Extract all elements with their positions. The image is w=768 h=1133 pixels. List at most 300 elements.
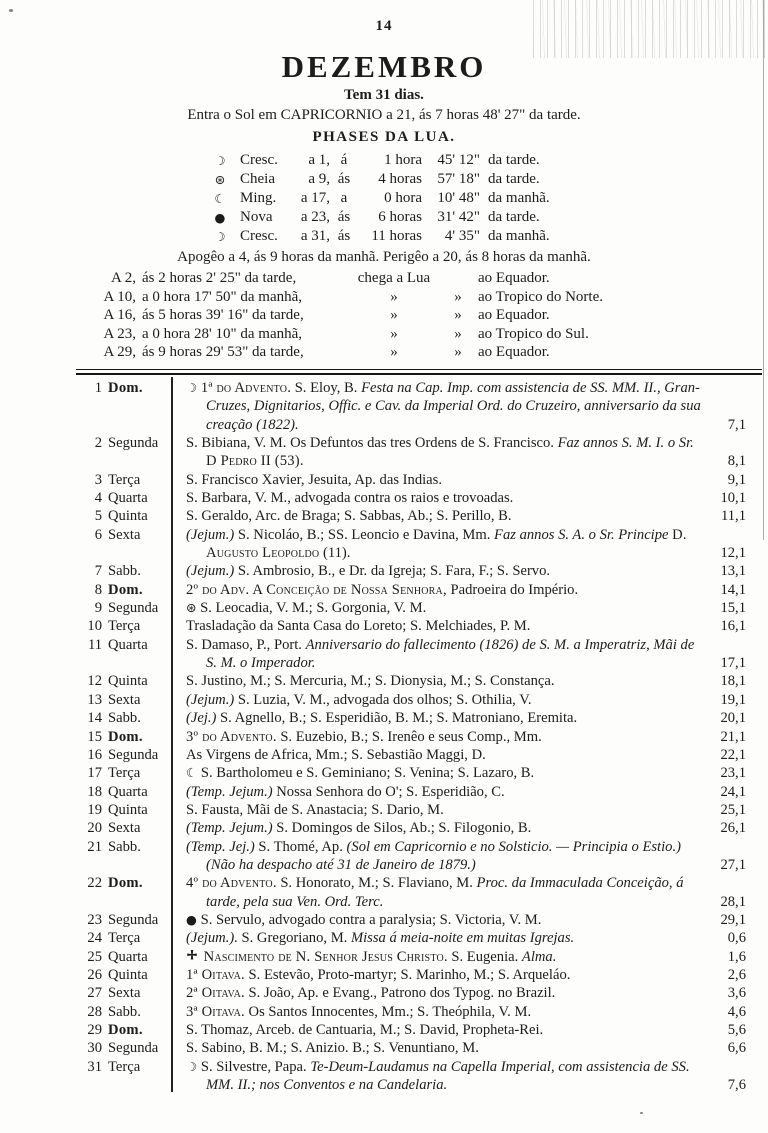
day-number: 14	[87, 710, 102, 727]
phase-min-sec: 4' 35"	[444, 228, 480, 244]
calendar-row	[78, 783, 746, 801]
entry-segment-italic: (Jejum.).	[186, 930, 238, 947]
phase-min-sec: 57' 18"	[437, 171, 480, 187]
cross-icon	[186, 950, 198, 962]
weekday-label: Sabb.	[108, 563, 141, 580]
entry-segment-roman: S. Domingos de Silos, Ab.; S. Filogonio, B.	[272, 820, 532, 837]
calendar-row	[78, 489, 746, 507]
phase-name: Cresc.	[240, 152, 278, 168]
weekday-label: Dom.	[108, 581, 143, 598]
entry-segment-italic: Faz annos S. M. I. o Sr.	[557, 435, 694, 451]
phase-hours: 4 horas	[378, 171, 422, 187]
equator-day: A 23,	[103, 325, 136, 342]
moon-age-number: 24,1	[720, 783, 746, 800]
weekday-label: Quarta	[108, 636, 148, 653]
calendar-row	[78, 764, 746, 782]
days-count-line: Tem 31 dias.	[344, 87, 424, 103]
moon-phases-title: PHASES DA LUA.	[312, 129, 456, 145]
entry-segment-roman: S. Thomaz, Arceb. de Cantuaria, M.; S. David, Propheta-Rei.	[186, 1022, 544, 1038]
calendar-row	[78, 929, 746, 947]
moon-age-number: 15,1	[720, 600, 746, 617]
phase-name: Ming.	[240, 190, 277, 206]
calendar-row	[78, 507, 746, 525]
weekday-label: Sexta	[108, 820, 141, 837]
entry-text	[186, 911, 701, 929]
entry-text	[186, 929, 701, 947]
entry-segment-roman: S. Francisco Xavier, Jesuita, Ap. das Indias.	[186, 471, 442, 488]
entry-cell	[171, 1058, 701, 1095]
day-number: 11	[87, 636, 102, 653]
entry-segment-italic: Te-Deum-Laudamus na Capella Imperial, com assistencia de SS. MM. II.; nos Conventos e na Candelaria.	[206, 1058, 690, 1094]
entry-cell	[171, 562, 701, 580]
entry-segment-roman: (11).	[319, 545, 351, 562]
calendar-row	[78, 819, 746, 837]
phase-day: a 23,	[300, 209, 330, 225]
phase-day: a 1,	[308, 152, 330, 168]
moon-age-number: 20,1	[720, 710, 746, 727]
entry-text	[186, 838, 701, 875]
weekday-label: Dom.	[108, 875, 143, 892]
waxing-moon-icon: ☽	[214, 229, 226, 244]
moon-age-number: 27,1	[720, 856, 746, 873]
phase-preposition: á	[340, 152, 348, 168]
equator-destination: ao Equador.	[478, 270, 550, 286]
entry-segment-italic: Anniversario do fallecimento (1826) de S. M. a Imperatriz, Mãi de S. M. o Imperador.	[206, 636, 695, 672]
entry-cell	[171, 1039, 701, 1057]
day-number: 26	[87, 966, 102, 983]
weekday-label: Sabb.	[108, 710, 141, 727]
day-number: 21	[87, 838, 102, 855]
entry-cell	[171, 581, 701, 599]
phase-name: Nova	[240, 209, 273, 225]
full-moon-icon: ⊛	[186, 600, 197, 616]
equator-time: a 0 hora 17' 50" da manhã,	[142, 288, 303, 305]
weekday-label: Quinta	[108, 801, 148, 818]
calendar-row	[78, 709, 746, 727]
entry-segment-italic: Faz annos S. A. o Sr. Principe	[494, 526, 673, 543]
entry-segment-roman: S. Honorato, M.; S. Flaviano, M.	[276, 875, 477, 892]
waning-moon-icon: ☾	[214, 191, 226, 206]
entry-text	[186, 599, 701, 617]
entry-segment-roman: S. Damaso, P., Port.	[186, 636, 306, 653]
equator-ditto: »	[390, 344, 398, 361]
weekday-label: Segunda	[108, 911, 159, 928]
entry-text	[186, 617, 701, 635]
phase-period: da tarde.	[488, 209, 540, 225]
moon-age-number: 3,6	[727, 985, 746, 1002]
calendar-row	[78, 471, 746, 489]
entry-cell	[171, 636, 701, 673]
day-number: 31	[87, 1058, 102, 1075]
entry-segment-roman: S. Agnello, B.; S. Esperidião, B. M.; S. Matroniano, Eremita.	[216, 710, 578, 727]
entry-segment-roman: S. Silvestre, Papa.	[200, 1058, 311, 1075]
entry-text	[186, 764, 701, 782]
weekday-label: Quarta	[108, 783, 148, 800]
moon-age-number: 1,6	[727, 948, 746, 965]
entry-segment-italic: (Jej.)	[186, 710, 217, 727]
calendar-row	[78, 636, 746, 673]
moon-age-number: 11,1	[721, 508, 746, 525]
day-number: 15	[87, 728, 102, 745]
calendar-row	[78, 948, 746, 966]
calendar-row	[78, 526, 746, 563]
entry-cell	[171, 1021, 701, 1039]
moon-age-number: 25,1	[720, 801, 746, 818]
entry-text	[186, 1039, 701, 1057]
day-number: 30	[87, 1040, 102, 1057]
calendar-row	[78, 838, 746, 875]
phase-period: da manhã.	[488, 228, 550, 244]
moon-age-number: 7,6	[727, 1077, 746, 1094]
calendar-row	[78, 1003, 746, 1021]
entry-cell	[171, 691, 701, 709]
entry-text	[186, 966, 701, 984]
entry-segment-roman: Os Santos Innocentes, Mm.; S. Theóphila, V. M.	[244, 1003, 532, 1020]
waxing-moon-icon: ☽	[186, 1058, 198, 1074]
phase-hours: 0 hora	[384, 190, 422, 206]
weekday-label: Quarta	[108, 948, 148, 965]
equator-crossings-table	[92, 269, 768, 362]
day-number: 28	[87, 1003, 102, 1020]
moon-age-number: 16,1	[720, 618, 746, 635]
entry-text	[186, 507, 701, 525]
weekday-label: Sexta	[108, 691, 141, 708]
full-moon-icon: ⊛	[214, 172, 226, 187]
equator-time: ás 9 horas 29' 53" da tarde,	[142, 344, 304, 361]
equator-day: A 16,	[103, 307, 136, 324]
entry-text	[186, 1003, 701, 1021]
weekday-label: Quinta	[108, 966, 148, 983]
entry-cell	[171, 526, 701, 563]
weekday-label: Segunda	[108, 746, 159, 763]
entry-text	[186, 801, 701, 819]
entry-segment-italic: (Jejum.)	[186, 526, 235, 543]
moon-age-number: 22,1	[720, 746, 746, 763]
day-number: 20	[87, 820, 102, 837]
equator-ditto: »	[390, 288, 398, 305]
calendar-row	[78, 911, 746, 929]
equator-ditto: »	[454, 325, 462, 342]
weekday-label: Terça	[108, 471, 141, 488]
moon-age-number: 12,1	[720, 545, 746, 562]
moon-age-number: 23,1	[720, 765, 746, 782]
entry-text	[186, 874, 701, 911]
calendar-row	[78, 581, 746, 599]
entry-segment-smallcaps: 2º do Adv. A Conceição de Nossa Senhora,	[186, 581, 447, 598]
entry-segment-roman: As Virgens de Africa, Mm.; S. Sebastião Maggi, D.	[186, 746, 486, 763]
moon-age-number: 28,1	[720, 893, 746, 910]
phase-day: a 31,	[300, 228, 330, 244]
day-number: 10	[87, 618, 102, 635]
day-number: 6	[94, 526, 102, 543]
entry-cell	[171, 507, 701, 525]
entry-segment-roman: Padroeira do Império.	[446, 581, 579, 598]
phase-period: da tarde.	[488, 171, 540, 187]
entry-segment-roman: S. Thomé, Ap.	[254, 838, 347, 855]
day-number: 4	[94, 490, 102, 507]
entry-segment-italic: (Temp. Jejum.)	[186, 783, 273, 800]
entry-text	[186, 984, 701, 1002]
weekday-label: Terça	[108, 1058, 141, 1075]
calendar-row	[78, 728, 746, 746]
equator-destination: ao Tropico do Norte.	[478, 288, 603, 305]
entry-text	[186, 819, 701, 837]
day-number: 27	[87, 985, 102, 1002]
entry-text	[186, 636, 701, 673]
entry-text	[186, 379, 701, 434]
entry-segment-italic: (Jejum.)	[186, 563, 235, 580]
entry-cell	[171, 929, 701, 947]
equator-ditto: »	[454, 307, 462, 324]
calendar-row	[78, 801, 746, 819]
page-number: 14	[375, 18, 393, 34]
weekday-label: Terça	[108, 930, 141, 947]
entry-segment-roman: S. Luzia, V. M., advogada dos olhos; S. Othilia, V.	[234, 691, 532, 708]
day-number: 8	[94, 581, 102, 598]
weekday-label: Quarta	[108, 490, 148, 507]
phase-day: a 17,	[300, 190, 330, 206]
day-number: 13	[87, 691, 102, 708]
entry-cell	[171, 1003, 701, 1021]
equator-ditto: »	[390, 307, 398, 324]
day-number: 22	[87, 875, 102, 892]
day-number: 7	[94, 563, 102, 580]
weekday-label: Segunda	[108, 1040, 159, 1057]
phase-min-sec: 45' 12"	[437, 152, 480, 168]
entry-cell	[171, 783, 701, 801]
entry-segment-roman: S. Barbara, V. M., advogada contra os raios e trovoadas.	[186, 490, 514, 507]
moon-age-number: 2,6	[727, 966, 746, 983]
entry-segment-roman: S. Estevão, Proto-martyr; S. Marinho, M.; S. Arqueláo.	[244, 966, 571, 983]
entry-cell	[171, 471, 701, 489]
entry-cell	[171, 966, 701, 984]
entry-cell	[171, 874, 701, 911]
equator-day: A 10,	[103, 288, 136, 305]
phase-preposition: ás	[337, 209, 351, 225]
entry-segment-smallcaps: 3º do Advento.	[186, 728, 277, 745]
entry-segment-smallcaps: 3ª Oitava.	[186, 1003, 245, 1020]
scan-speck	[9, 9, 13, 12]
phase-min-sec: 31' 42"	[437, 209, 480, 225]
moon-age-number: 26,1	[720, 820, 746, 837]
phase-period: da manhã.	[488, 190, 550, 206]
entry-segment-italic: Alma.	[521, 948, 557, 965]
phase-preposition: a	[340, 190, 348, 206]
calendar-row	[78, 984, 746, 1002]
column-divider	[171, 377, 173, 1092]
phase-min-sec: 10' 48"	[437, 190, 480, 206]
phase-hours: 11 horas	[371, 228, 422, 244]
entry-cell	[171, 728, 701, 746]
equator-destination: ao Equador.	[478, 344, 550, 361]
calendar-row	[78, 874, 746, 911]
new-moon-icon: ●	[186, 911, 197, 927]
entry-cell	[171, 801, 701, 819]
calendar-row	[78, 379, 746, 434]
entry-text	[186, 526, 701, 563]
entry-text	[186, 471, 701, 489]
weekday-label: Terça	[108, 765, 141, 782]
entry-segment-smallcaps: D Pedro II (53).	[206, 453, 304, 470]
entry-cell	[171, 948, 701, 966]
moon-age-number: 8,1	[727, 453, 746, 470]
entry-cell	[171, 984, 701, 1002]
entry-segment-roman: S. Geraldo, Arc. de Braga; S. Sabbas, Ab.; S. Perillo, B.	[186, 508, 512, 525]
day-number: 2	[94, 435, 102, 451]
entry-cell	[171, 911, 701, 929]
phase-name: Cheia	[240, 171, 275, 187]
moon-age-number: 10,1	[720, 490, 746, 507]
moon-age-number: 0,6	[727, 930, 746, 947]
weekday-label: Dom.	[108, 379, 143, 396]
day-number: 3	[94, 471, 102, 488]
weekday-label: Dom.	[108, 728, 143, 745]
entry-segment-italic: Missa á meia-noite em muitas Igrejas.	[350, 930, 575, 947]
entry-text	[186, 1021, 701, 1039]
waning-moon-icon: ☾	[186, 765, 198, 781]
entry-cell	[171, 599, 701, 617]
entry-cell	[171, 434, 701, 471]
weekday-label: Segunda	[108, 600, 159, 617]
weekday-label: Sabb.	[108, 838, 141, 855]
day-number: 17	[87, 765, 102, 782]
entry-segment-roman: Trasladação da Santa Casa do Loreto; S. Melchiades, P. M.	[186, 618, 531, 635]
entry-text	[186, 709, 701, 727]
moon-age-number: 5,6	[727, 1022, 746, 1038]
new-moon-icon: ●	[214, 210, 226, 225]
entry-segment-roman: S. Servulo, advogado contra a paralysia; S. Victoria, V. M.	[200, 911, 542, 928]
weekday-label: Terça	[108, 618, 141, 635]
entry-segment-italic: Proc. da Immaculada Conceição, á tarde, pela sua Ven. Ord. Terc.	[206, 875, 684, 910]
entry-segment-roman: S. Eugenia.	[447, 948, 522, 965]
entry-segment-roman: S. Gregoriano, M.	[237, 930, 351, 947]
entry-text	[186, 489, 701, 507]
calendar-row	[78, 1039, 746, 1057]
entry-segment-roman: S. João, Ap. e Evang., Patrono dos Typog. no Brazil.	[244, 985, 556, 1002]
entry-cell	[171, 838, 701, 875]
entry-cell	[171, 672, 701, 690]
waxing-moon-icon: ☽	[186, 379, 198, 395]
apogee-perigee-line: Apogêo a 4, ás 9 horas da manhã. Perigêo a 20, ás 8 horas da manhã.	[177, 249, 591, 265]
entry-text	[186, 783, 701, 801]
equator-time: ás 2 horas 2' 25" da tarde,	[142, 270, 297, 286]
equator-ditto	[438, 269, 478, 288]
entry-segment-roman: S. Bibiana, V. M. Os Defuntos das tres Ordens de S. Francisco.	[186, 435, 558, 451]
entry-text	[186, 1058, 701, 1095]
sun-sign-line: Entra o Sol em CAPRICORNIO a 21, ás 7 horas 48' 27" da tarde.	[187, 107, 581, 123]
month-title: DEZEMBRO	[281, 49, 487, 84]
weekday-label: Quinta	[108, 673, 148, 690]
entry-segment-smallcaps: Nascimento de N. Senhor Jesus Christo.	[203, 948, 448, 965]
entry-segment-italic: (Temp. Jej.)	[186, 838, 255, 855]
entry-cell	[171, 617, 701, 635]
entry-segment-smallcaps: D. Augusto Leopoldo	[206, 526, 687, 562]
day-number: 29	[87, 1022, 102, 1038]
phase-period: da tarde.	[488, 152, 540, 168]
phase-name: Cresc.	[240, 228, 278, 244]
moon-age-number: 18,1	[720, 673, 746, 690]
day-number: 18	[87, 783, 102, 800]
calendar-table	[78, 379, 746, 1094]
day-number: 5	[94, 508, 102, 525]
moon-age-number: 14,1	[720, 581, 746, 598]
entry-segment-roman: Nossa Senhora do O'; S. Esperidião, C.	[272, 783, 505, 800]
weekday-label: Sexta	[108, 526, 141, 543]
day-number: 16	[87, 746, 102, 763]
entry-cell	[171, 746, 701, 764]
equator-time: a 0 hora 28' 10" da manhã,	[142, 325, 303, 342]
calendar-row	[78, 562, 746, 580]
equator-ditto: chega a Lua	[357, 270, 431, 286]
phase-hours: 6 horas	[378, 209, 422, 225]
phase-preposition: ás	[337, 228, 351, 244]
entry-segment-roman: S. Nicoláo, B.; SS. Leoncio e Davina, Mm.	[234, 526, 495, 543]
entry-text	[186, 746, 701, 764]
moon-age-number: 29,1	[720, 911, 746, 928]
calendar-row	[78, 1021, 746, 1039]
calendar-row	[78, 434, 746, 471]
moon-phases-table	[208, 151, 560, 246]
entry-segment-roman: S. Leocadia, V. M.; S. Gorgonia, V. M.	[200, 600, 427, 617]
weekday-label: Quinta	[108, 508, 148, 525]
entry-text	[186, 728, 701, 746]
moon-age-number: 9,1	[727, 471, 746, 488]
entry-text	[186, 672, 701, 690]
moon-age-number: 6,6	[727, 1040, 746, 1057]
day-number: 12	[87, 673, 102, 690]
weekday-label: Segunda	[108, 435, 159, 451]
double-rule	[76, 369, 762, 375]
calendar-row	[78, 746, 746, 764]
weekday-label: Dom.	[108, 1022, 143, 1038]
weekday-label: Sexta	[108, 985, 141, 1002]
calendar-row	[78, 617, 746, 635]
entry-segment-smallcaps: 1ª do Advento.	[200, 379, 292, 396]
phase-hours: 1 hora	[384, 152, 422, 168]
calendar-row	[78, 672, 746, 690]
equator-destination: ao Tropico do Sul.	[478, 325, 589, 342]
waxing-moon-icon: ☽	[214, 153, 226, 168]
phase-preposition: ás	[337, 171, 351, 187]
entry-cell	[171, 764, 701, 782]
moon-age-number: 4,6	[727, 1003, 746, 1020]
entry-text	[186, 581, 701, 599]
entry-segment-smallcaps: 1ª Oitava.	[186, 966, 245, 983]
entry-segment-smallcaps: 4º do Advento.	[186, 875, 277, 892]
entry-cell	[171, 709, 701, 727]
entry-segment-smallcaps: 2ª Oitava.	[186, 985, 245, 1002]
equator-destination: ao Equador.	[478, 307, 550, 324]
equator-time: ás 5 horas 39' 16" da tarde,	[142, 307, 304, 324]
equator-day: A 29,	[103, 344, 136, 361]
entry-text	[186, 562, 701, 580]
day-number: 19	[87, 801, 102, 818]
moon-age-number: 21,1	[720, 728, 746, 745]
entry-cell	[171, 489, 701, 507]
moon-age-number: 13,1	[720, 563, 746, 580]
equator-ditto: »	[454, 344, 462, 361]
calendar-row	[78, 966, 746, 984]
moon-age-number: 17,1	[720, 655, 746, 672]
entry-segment-italic: (Jejum.)	[186, 691, 235, 708]
equator-ditto: »	[454, 288, 462, 305]
entry-cell	[171, 819, 701, 837]
weekday-label: Sabb.	[108, 1003, 141, 1020]
day-number: 23	[87, 911, 102, 928]
entry-segment-italic: (Sol em Capricornio e no Solsticio. — Principia o Estio.) (Não ha despacho até 31 de Janeiro de 1879.)	[206, 838, 681, 873]
entry-segment-italic: Festa na Cap. Imp. com assistencia de SS. MM. II., Gran-Cruzes, Dignitarios, Offic. e Cav. da Imperial Ord. do Cruzeiro, anniversario da sua creação (1822).	[206, 379, 701, 433]
equator-ditto: »	[390, 325, 398, 342]
